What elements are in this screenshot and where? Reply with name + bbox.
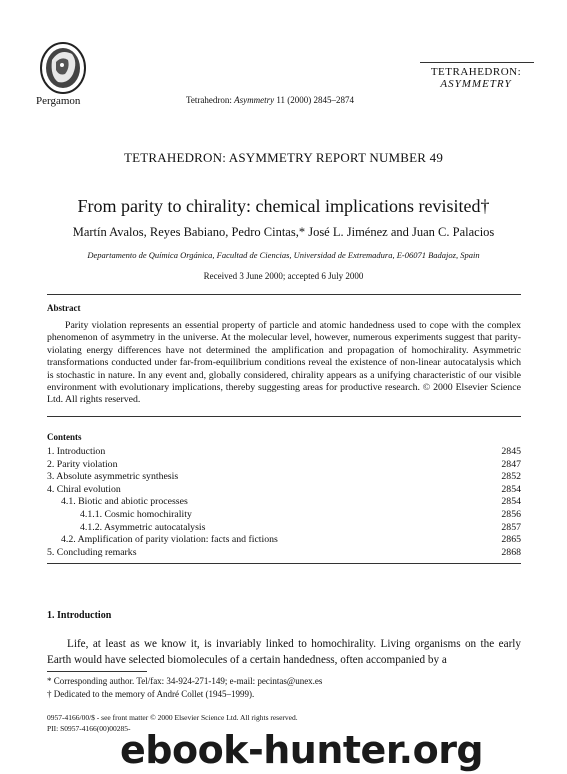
journal-citation: Tetrahedron: Asymmetry 11 (2000) 2845–2874 — [186, 95, 355, 105]
toc-entry-page: 2865 — [501, 534, 521, 546]
publisher-name: Pergamon — [36, 95, 81, 107]
toc-entry-page: 2868 — [501, 546, 521, 558]
footnote-corresponding: * Corresponding author. Tel/fax: 34-924-271-149; e-mail: pecintas@unex.es — [47, 676, 323, 686]
toc-entry — [47, 446, 521, 459]
footnote-rule — [47, 671, 147, 672]
copyright-line: 0957-4166/00/$ - see front matter © 2000 Elsevier Science Ltd. All rights reserved. — [47, 713, 298, 722]
toc-entry-page: 2852 — [501, 471, 521, 483]
received-dates: Received 3 June 2000; accepted 6 July 2000 — [203, 271, 364, 281]
toc-entry-label: 4. Chiral evolution — [47, 483, 121, 495]
toc-entry-page: 2857 — [501, 521, 521, 533]
toc-entry-label: 1. Introduction — [47, 446, 106, 457]
abstract-heading: Abstract — [47, 303, 81, 313]
toc-entry-label: 3. Absolute asymmetric synthesis — [47, 471, 179, 483]
introduction-text: Life, at least as we know it, is invariably linked to homochirality. Living organisms on the early Earth would have selected biomolecules of a certain handedness, often accompanied by a — [47, 638, 521, 666]
report-title: TETRAHEDRON: ASYMMETRY REPORT NUMBER 49 — [123, 150, 444, 165]
journal-name-block — [420, 66, 532, 90]
pii-line: PII: S0957-4166(00)00285- — [47, 724, 131, 733]
abstract-text: Parity violation represents an essential property of particle and atomic handedness used to cope with the complex phenomenon of asymmetry in the universe. At the molecular level, however, numerous experiments suggest that parity-violating energy differences have not determined the amplification and propagation of homochirality. Asymmetric transformations conducted under far-from-equilibrium conditions reveal the existence of non-linear autocatalysis which is stochastic in nature. In any event and, globally considered, chirality appears as a unifying characteristic of our visible environment with evolutionary implications, thereby suggesting areas for productive research. © 2000 Elsevier Science Ltd. All rights reserved. — [47, 320, 521, 406]
article-authors: Martín Avalos, Reyes Babiano, Pedro Cintas,* José L. Jiménez and Juan C. Palacios — [72, 225, 495, 239]
toc-entry-label: 4.2. Amplification of parity violation: facts and fictions — [61, 534, 278, 546]
watermark-text: ebook-hunter.org — [120, 728, 484, 772]
toc-entry-label: 2. Parity violation — [47, 458, 118, 470]
contents-heading: Contents — [47, 432, 82, 442]
toc-entry — [47, 484, 521, 497]
toc-entry-page: 2847 — [501, 458, 521, 470]
article-affiliation: Departamento de Química Orgánica, Facultad de Ciencias, Universidad de Extremadura, E-06071 Badajoz, Spain — [87, 250, 480, 260]
toc-entry-page: 2854 — [501, 483, 521, 495]
toc-entry — [47, 496, 521, 509]
toc-entry-label: 4.1. Biotic and abiotic processes — [61, 496, 188, 508]
divider — [47, 416, 521, 417]
toc-entry — [47, 459, 521, 472]
toc-entry — [47, 509, 521, 522]
toc-entry-page: 2856 — [501, 508, 521, 520]
pergamon-logo-icon — [38, 40, 88, 102]
toc-entry-label: 4.1.2. Asymmetric autocatalysis — [80, 521, 206, 533]
journal-name-line1: TETRAHEDRON: — [430, 66, 522, 78]
toc-entry-page: 2845 — [501, 446, 521, 457]
journal-rule — [420, 62, 534, 63]
toc-entry-label: 4.1.1. Cosmic homochirality — [80, 508, 192, 520]
journal-name-line2: ASYMMETRY — [440, 78, 512, 90]
footnote-dedication: † Dedicated to the memory of André Collet (1945–1999). — [47, 689, 255, 699]
divider — [47, 563, 521, 564]
toc-entry-page: 2854 — [501, 496, 521, 508]
section-heading: 1. Introduction — [47, 610, 112, 621]
toc-entry — [47, 522, 521, 535]
toc-entry — [47, 547, 521, 560]
toc-entry — [47, 471, 521, 484]
article-title: From parity to chirality: chemical implications revisited† — [77, 196, 490, 216]
toc-entry — [47, 534, 521, 547]
divider — [47, 294, 521, 295]
toc-entry-label: 5. Concluding remarks — [47, 546, 137, 558]
table-of-contents — [47, 446, 521, 559]
